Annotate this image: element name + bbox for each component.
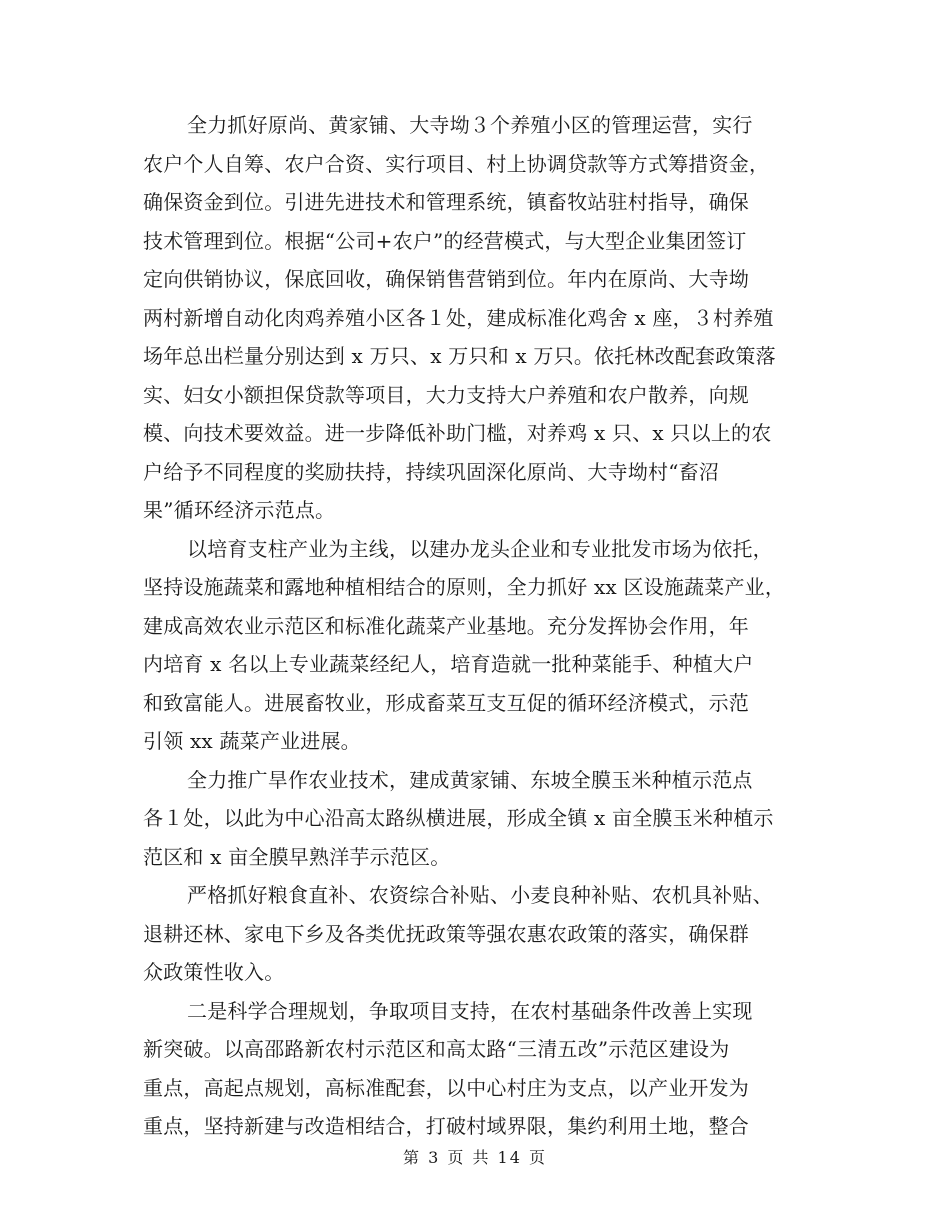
text-line: 众政策性收入。 xyxy=(143,960,285,984)
text-line: 退耕还林、家电下乡及各类优抚政策等强农惠农政策的落实，确保群 xyxy=(143,921,749,946)
paragraph-dry-farming xyxy=(143,761,815,877)
text-line: 重点，高起点规划，高标准配套，以中心村庄为支点，以产业开发为 xyxy=(143,1075,749,1100)
text-line: 以培育支柱产业为主线，以建办龙头企业和专业批发市场为依托， xyxy=(187,536,773,561)
text-line: 范区和 x 亩全膜早熟洋芋示范区。 xyxy=(143,844,451,869)
text-line: 场年总出栏量分别达到 x 万只、x 万只和 x 万只。依托林改配套政策落 xyxy=(143,344,776,368)
text-line: 严格抓好粮食直补、农资综合补贴、小麦良种补贴、农机具补贴、 xyxy=(187,883,773,907)
text-line: 全力抓好原尚、黄家铺、大寺坳３个养殖小区的管理运营，实行 xyxy=(187,113,753,137)
text-line: 建成高效农业示范区和标准化蔬菜产业基地。充分发挥协会作用，年 xyxy=(143,613,749,638)
text-line: 引领 xx 蔬菜产业进展。 xyxy=(143,729,361,753)
text-line: 确保资金到位。引进先进技术和管理系统，镇畜牧站驻村指导，确保 xyxy=(143,190,749,214)
text-line: 二是科学合理规划，争取项目支持，在农村基础条件改善上实现 xyxy=(187,998,753,1023)
paragraph-vegetables xyxy=(143,530,815,761)
text-line: 坚持设施蔬菜和露地种植相结合的原则，全力抓好 xx 区设施蔬菜产业， xyxy=(143,575,786,599)
text-line: 两村新增自动化肉鸡养殖小区各１处，建成标准化鸡舍 x 座，３村养殖 xyxy=(143,305,774,330)
paragraph-planning xyxy=(143,992,815,1146)
paragraph-subsidies xyxy=(143,876,815,992)
text-line: 新突破。以高邵路新农村示范区和高太路“三清五改”示范区建设为 xyxy=(143,1037,730,1061)
text-line: 户给予不同程度的奖励扶持，持续巩固深化原尚、大寺坳村“畜沼 xyxy=(143,459,720,484)
text-line: 实、妇女小额担保贷款等项目，大力支持大户养殖和农户散养，向规 xyxy=(143,382,749,407)
text-line: 农户个人自筹、农户合资、实行项目、村上协调贷款等方式筹措资金， xyxy=(143,151,770,176)
text-line: 技术管理到位。根据“公司+农户”的经营模式，与大型企业集团签订 xyxy=(143,228,747,253)
text-line: 模、向技术要效益。进一步降低补助门槛，对养鸡 x 只、x 只以上的农 xyxy=(143,421,772,445)
text-line: 重点，坚持新建与改造相结合，打破村域界限，集约利用土地，整合 xyxy=(143,1114,749,1138)
text-line: 各１处，以此为中心沿高太路纵横进展，形成全镇 x 亩全膜玉米种植示 xyxy=(143,806,774,830)
page-number-footer: 第 3 页 共 14 页 xyxy=(403,1148,547,1167)
text-line: 定向供销协议，保底回收，确保销售营销到位。年内在原尚、大寺坳 xyxy=(143,267,749,291)
text-line: 果”循环经济示范点。 xyxy=(143,498,336,522)
paragraph-breeding xyxy=(143,106,815,530)
text-line: 和致富能人。进展畜牧业，形成畜菜互支互促的循环经济模式，示范 xyxy=(143,690,749,715)
text-line: 内培育 x 名以上专业蔬菜经纪人，培育造就一批种菜能手、种植大户 xyxy=(143,652,754,676)
text-line: 全力推广旱作农业技术，建成黄家铺、东坡全膜玉米种植示范点 xyxy=(187,767,753,792)
document-body xyxy=(143,106,815,1146)
